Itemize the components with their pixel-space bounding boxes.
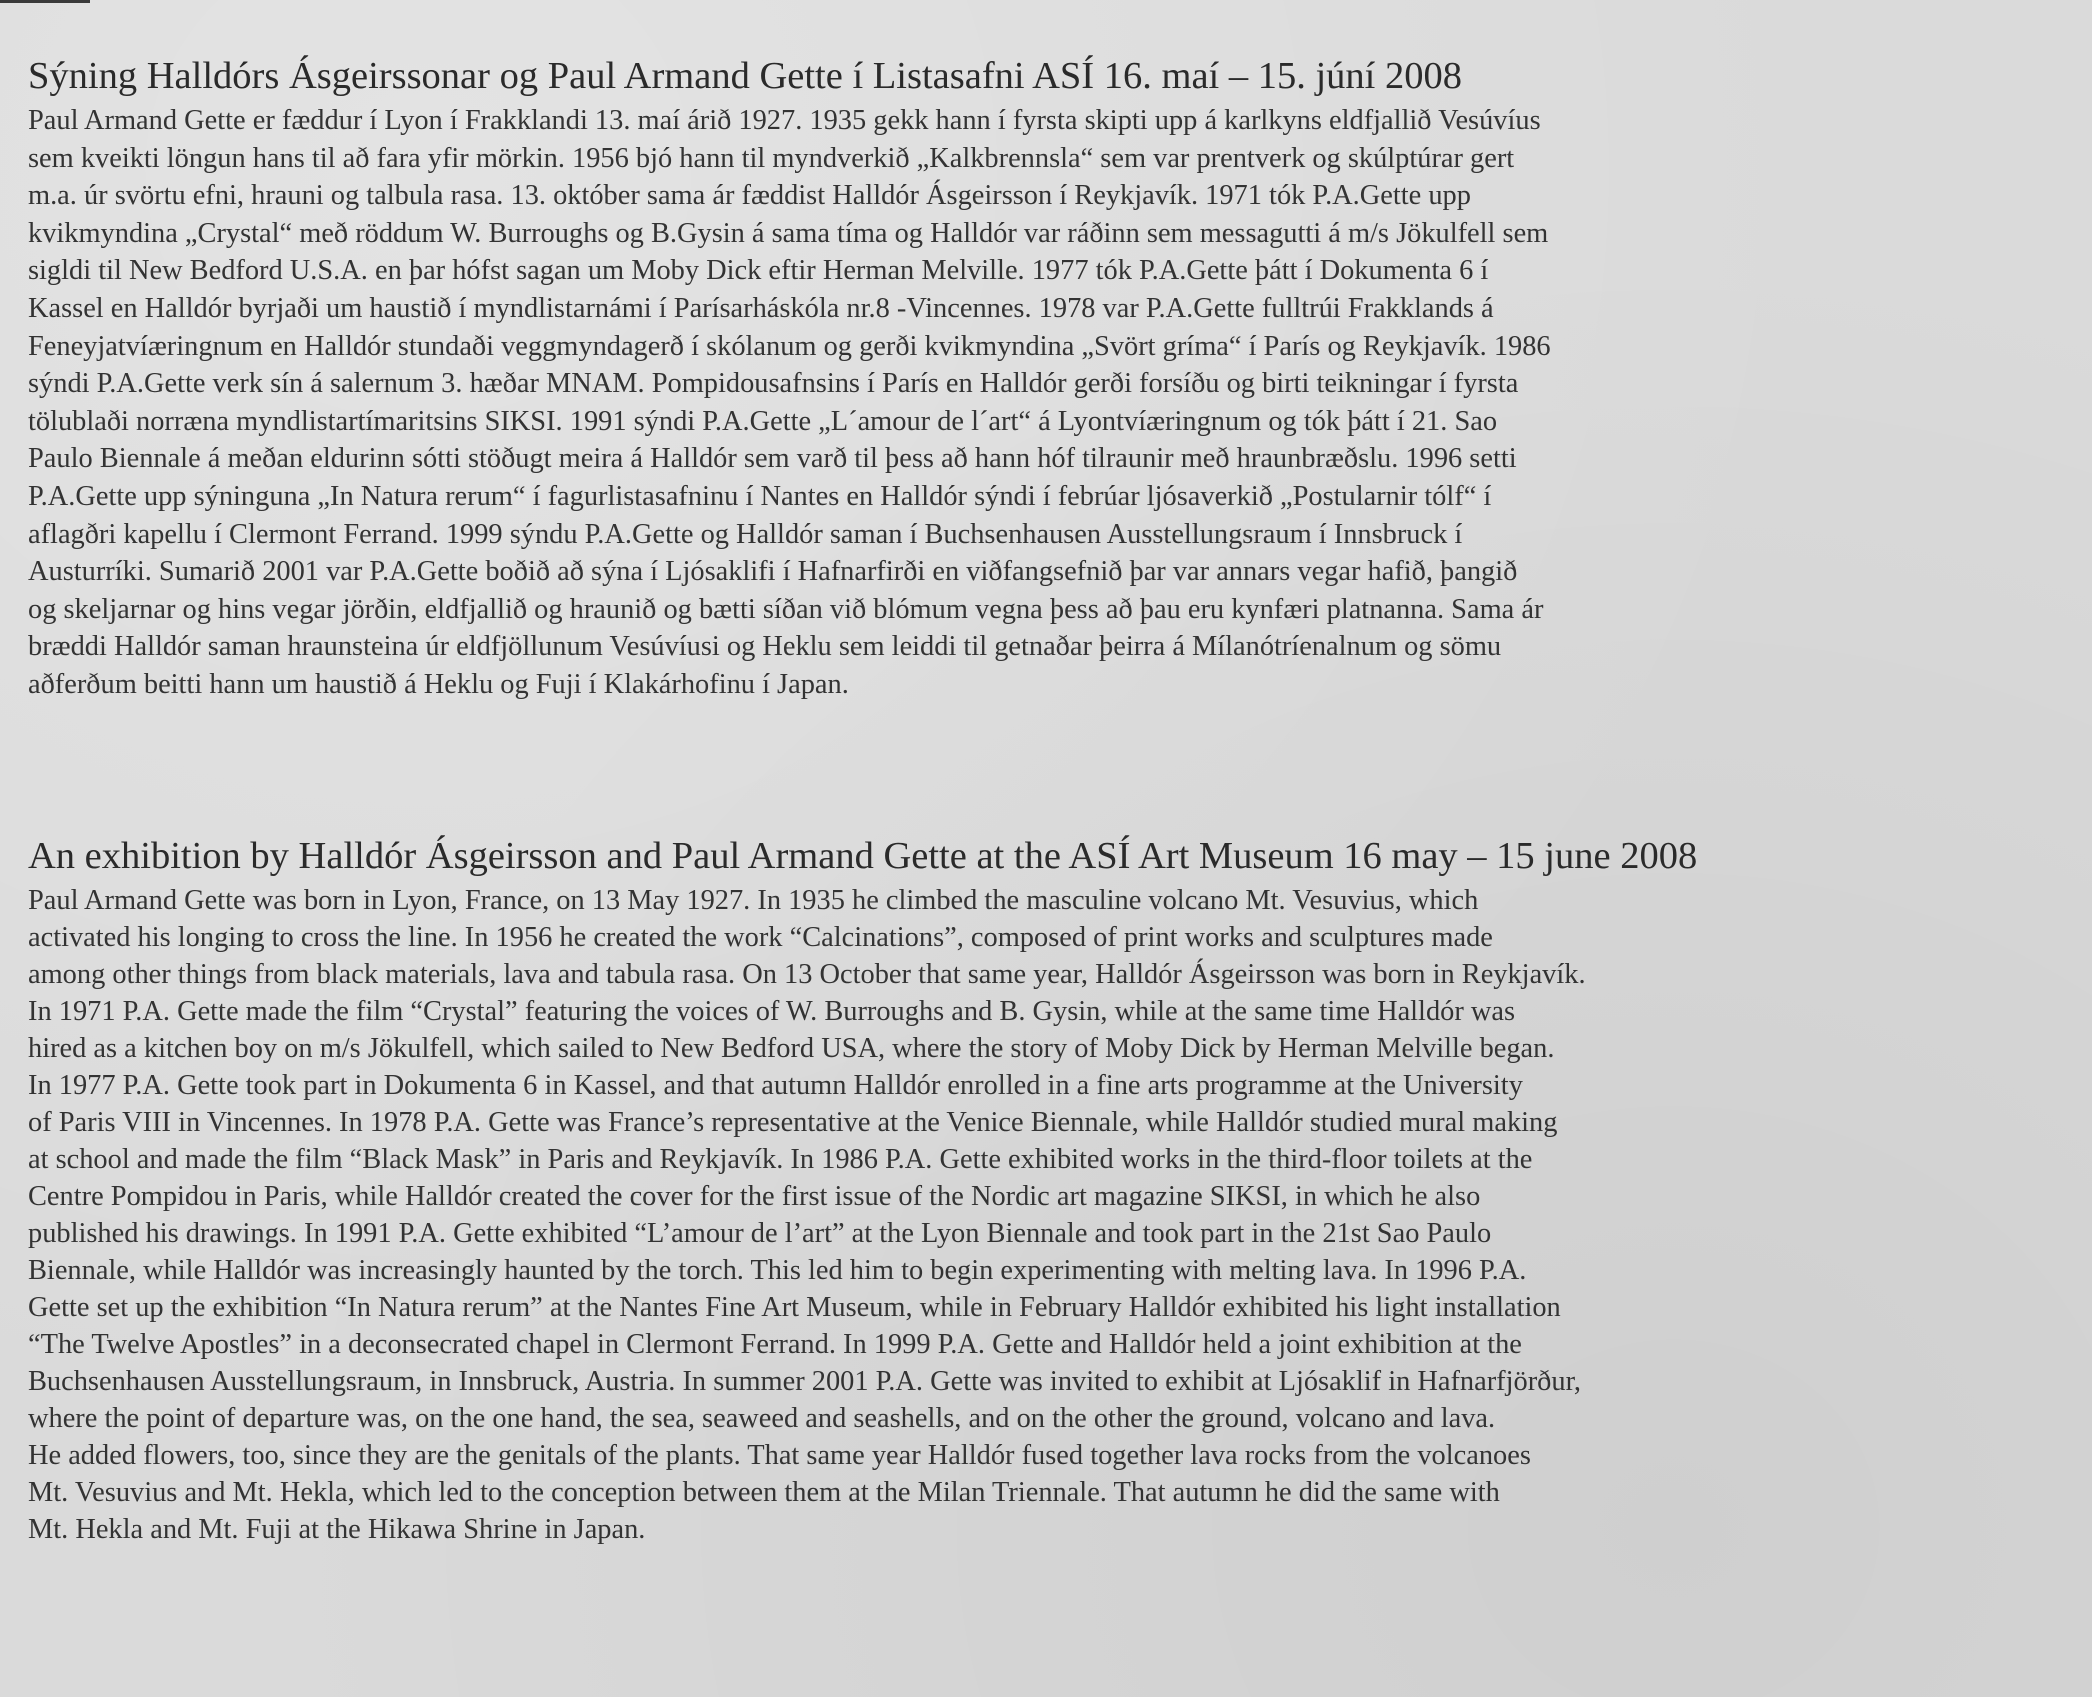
text-line: Mt. Hekla and Mt. Fuji at the Hikawa Shrine in Japan. [28,1514,646,1545]
text-line: Austurríki. Sumarið 2001 var P.A.Gette boðið að sýna í Ljósaklifi í Hafnarfirði en viðfangsefnið þar var annars vegar hafið, þangið [28,556,1518,588]
text-line: og skeljarnar og hins vegar jörðin, eldfjallið og hraunið og bætti síðan við blómum vegna þess að þau eru kynfæri platnanna. Sama ár [28,593,1544,625]
icelandic-section [28,50,2058,704]
text-line: sýndi P.A.Gette verk sín á salernum 3. hæðar MNAM. Pompidousafnsins í París en Halldór gerði forsíðu og birti teikningar í fyrsta [28,368,1519,400]
text-line: Feneyjatvíæringnum en Halldór stundaði veggmyndagerð í skólanum og gerði kvikmyndina „Svört gríma“ í París og Reykjavík. 1986 [28,330,1551,362]
icelandic-paragraph [28,102,2058,704]
text-line: activated his longing to cross the line. In 1956 he created the work “Calcinations”, composed of print works and sculptures made [28,922,1493,953]
text-line: P.A.Gette upp sýninguna „In Natura rerum“ í fagurlistasafninu í Nantes en Halldór sýndi í febrúar ljósaverkið „Postularnir tólf“ í [28,480,1492,512]
english-paragraph [28,882,2058,1548]
text-line: aðferðum beitti hann um haustið á Heklu og Fuji í Klakárhofinu í Japan. [28,668,849,700]
text-line: “The Twelve Apostles” in a deconsecrated chapel in Clermont Ferrand. In 1999 P.A. Gette and Halldór held a joint exhibition at the [28,1329,1522,1360]
text-line: Paulo Biennale á meðan eldurinn sótti stöðugt meira á Halldór sem varð til þess að hann hóf tilraunir með hraunbræðslu. 1996 setti [28,443,1517,475]
text-line: Biennale, while Halldór was increasingly haunted by the torch. This led him to begin experimenting with melting lava. In 1996 P.A. [28,1255,1527,1286]
text-line: Paul Armand Gette er fæddur í Lyon í Frakklandi 13. maí árið 1927. 1935 gekk hann í fyrsta skipti upp á karlkyns eldfjallið Vesúvíus [28,105,1541,136]
text-line: Kassel en Halldór byrjaði um haustið í myndlistarnámi í Parísarháskóla nr.8 -Vincennes. 1978 var P.A.Gette fulltrúi Frakklands á [28,292,1494,324]
text-line: kvikmyndina „Crystal“ með röddum W. Burroughs og B.Gysin á sama tíma og Halldór var ráðinn sem messagutti á m/s Jökulfell sem [28,217,1549,249]
english-section [28,830,2058,1548]
text-line: at school and made the film “Black Mask” in Paris and Reykjavík. In 1986 P.A. Gette exhibited works in the third-floor toilets at the [28,1144,1533,1175]
text-line: published his drawings. In 1991 P.A. Gette exhibited “L’amour de l’art” at the Lyon Biennale and took part in the 21st Sao Paulo [28,1218,1492,1249]
text-line: Centre Pompidou in Paris, while Halldór created the cover for the first issue of the Nordic art magazine SIKSI, in which he also [28,1181,1481,1212]
text-line: bræddi Halldór saman hraunsteina úr eldfjöllunum Vesúvíusi og Heklu sem leiddi til getnaðar þeirra á Mílanótríenalnum og sömu [28,631,1502,663]
english-heading: An exhibition by Halldór Ásgeirsson and Paul Armand Gette at the ASÍ Art Museum 16 may – 15 june 2008 [28,835,1698,877]
text-line: In 1971 P.A. Gette made the film “Crystal” featuring the voices of W. Burroughs and B. Gysin, while at the same time Halldór was [28,996,1516,1027]
text-line: sigldi til New Bedford U.S.A. en þar hófst sagan um Moby Dick eftir Herman Melville. 1977 tók P.A.Gette þátt í Dokumenta 6 í [28,255,1489,287]
text-line: of Paris VIII in Vincennes. In 1978 P.A. Gette was France’s representative at the Venice Biennale, while Halldór studied mural making [28,1107,1558,1138]
text-line: sem kveikti löngun hans til að fara yfir mörkin. 1956 bjó hann til myndverkið „Kalkbrennsla“ sem var prentverk og skúlptúrar gert [28,142,1515,174]
text-line: In 1977 P.A. Gette took part in Dokumenta 6 in Kassel, and that autumn Halldór enrolled in a fine arts programme at the University [28,1070,1523,1101]
text-line: Buchsenhausen Ausstellungsraum, in Innsbruck, Austria. In summer 2001 P.A. Gette was invited to exhibit at Ljósaklif in Hafnarfjörður, [28,1366,1581,1397]
text-line: m.a. úr svörtu efni, hrauni og talbula rasa. 13. október sama ár fæddist Halldór Ásgeirsson í Reykjavík. 1971 tók P.A.Gette upp [28,180,1471,212]
corner-mark [0,0,90,3]
text-line: He added flowers, too, since they are the genitals of the plants. That same year Halldór fused together lava rocks from the volcanoes [28,1440,1531,1471]
text-line: hired as a kitchen boy on m/s Jökulfell, which sailed to New Bedford USA, where the story of Moby Dick by Herman Melville began. [28,1033,1555,1064]
text-line: where the point of departure was, on the one hand, the sea, seaweed and seashells, and on the other the ground, volcano and lava. [28,1403,1496,1434]
text-line: among other things from black materials, lava and tabula rasa. On 13 October that same year, Halldór Ásgeirsson was born in Reykjavík. [28,959,1586,990]
text-line: aflagðri kapellu í Clermont Ferrand. 1999 sýndu P.A.Gette og Halldór saman í Buchsenhausen Ausstellungsraum í Innsbruck í [28,518,1463,550]
text-line: Gette set up the exhibition “In Natura rerum” at the Nantes Fine Art Museum, while in February Halldór exhibited his light installation [28,1292,1561,1323]
text-line: Mt. Vesuvius and Mt. Hekla, which led to the conception between them at the Milan Triennale. That autumn he did the same with [28,1477,1500,1508]
icelandic-heading: Sýning Halldórs Ásgeirssonar og Paul Armand Gette í Listasafni ASÍ 16. maí – 15. júní 2008 [28,55,1462,97]
text-line: tölublaði norræna myndlistartímaritsins SIKSI. 1991 sýndi P.A.Gette „L´amour de l´art“ á Lyontvíæringnum og tók þátt í 21. Sao [28,405,1498,437]
text-line: Paul Armand Gette was born in Lyon, France, on 13 May 1927. In 1935 he climbed the masculine volcano Mt. Vesuvius, which [28,885,1479,916]
